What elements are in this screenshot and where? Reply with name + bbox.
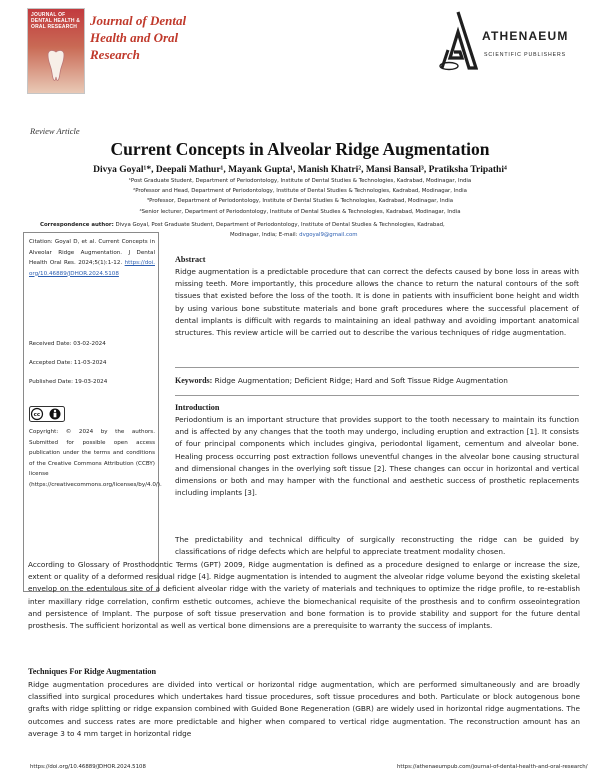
svg-text:cc: cc [33,412,41,419]
publisher-name: ATHENAEUM [482,29,569,43]
correspondence-label: Correspondence author: [40,222,114,228]
footer-journal-url[interactable]: https://athenaeumpub.com/journal-of-dental-health-and-oral-research/ [397,764,588,770]
journal-title: Journal of Dental Health and Oral Research [90,13,187,62]
article-type: Review Article [30,126,80,136]
abstract-divider [175,367,579,368]
footer-doi-link[interactable]: https://doi.org/10.46889/JDHOR.2024.5108 [30,764,146,770]
affiliation-3: ³Professor, Department of Periodontology, Institute of Dental Studies & Technologies, Kadrabad, Modinagar, India [146,198,454,204]
tooth-icon [44,49,68,85]
affiliation-1: ¹Post Graduate Student, Department of Periodontology, Institute of Dental Studies & Technologies, Kadrabad, Modinagar, India [128,178,472,184]
article-info-sidebar [23,232,162,592]
athenaeum-logo-icon [438,10,478,72]
accepted-date: Accepted Date: 11-03-2024 [29,360,107,366]
journal-cover-image [27,8,85,94]
creative-commons-icon [29,406,65,422]
techniques-paragraph: Ridge augmentation procedures are divided into vertical or horizontal ridge augmentation, which are performed simultaneously and are broadly classified into surgical procedures which undertakes hard tissue procedures, soft tissue procedures and both. Particulate or block autogenous bone grafts with ridge splitting or ridge expansion combined with Guided Bone Regeneration (GBR) are widely used in horizontal ridge augmentations. The outcomes and success rates are more predictable and higher when compared to vertical ridge augmentation. The reconstruction amount has an average 3 to 4 mm target in horizontal ridge [28,680,580,738]
introduction-paragraph-2: The predictability and technical difficulty of surgically reconstructing the ridge can be guided by classifications of ridge defects which are helpful to appreciate treatment modality chosen. [175,535,579,557]
keywords-text: Ridge Augmentation; Deficient Ridge; Hard and Soft Tissue Ridge Augmentation [212,376,508,385]
affiliation-4: ⁴Senior lecturer, Department of Periodontology, Institute of Dental Studies & Technologies, Kadrabad, Modinagar, India [139,209,461,215]
received-date: Received Date: 03-02-2024 [29,341,106,347]
abstract-heading: Abstract [175,255,206,264]
published-date: Published Date: 19-03-2024 [29,379,108,385]
correspondence-email-link[interactable]: dvgoyal9@gmail.com [299,232,358,238]
doi-link[interactable]: https://doi.org/10.46889/JDHOR.2024.5108 [29,260,155,277]
author-list: Divya Goyal¹*, Deepali Mathur¹, Mayank Gupta¹, Manish Khatri², Mansi Bansal³, Pratiksha Tripathi⁴ [93,165,507,175]
correspondence-text: Divya Goyal, Post Graduate Student, Department of Periodontology, Institute of Dental Studies & Technologies, Kadrabad, [113,222,445,228]
keywords-label: Keywords: [175,376,213,385]
keywords-divider [175,395,579,396]
keywords [175,376,508,385]
correspondence-text-2: Modinagar, India; E-mail: [230,232,300,238]
citation-body: Citation: Goyal D, et al. Current Concepts in Alveolar Ridge Augmentation. J Dental Health Oral Res. 2024;5(1):1-12. [29,239,155,266]
introduction-paragraph-3: According to Glossary of Prosthodontic Terms (GPT) 2009, Ridge augmentation is defined as a procedure designed to enlarge or increase the size, extent or quality of a deformed residual ridge [4]. Ridge augmentation is intended to augment the alveolar ridge volume beyond the existing skeletal envelop on the edentulous site of a deficient alveolar ridge with the variety of materials and techniques to optimize the ridge profile, to re-establish inter maxillary ridge correlation, confirm esthetic outcomes, achieve the biomechanical requisite of the prosthesis and to confirm osseointegration and persistence of Implant. The purpose of soft tissue preservation and bone formation is to provide stability and support for the future dental prosthesis. The sufficient horizontal as well as vertical bone dimensions are a prerequisite to warranty the success of implants. [28,560,580,631]
introduction-paragraph-1: Periodontium is an important structure that provides support to the tooth necessary to maintain its function and is affected by any changes that the tooth may undergo, including eruption and extraction [1]. It consists of four principal components which includes gingiva, periodontal ligament, cementum and alveolar bone. Healing process occurring post extraction follows uneventful changes in the alveolar bone causing structural and dimensional changes in the overlying soft tissue [2]. These changes can occur in horizontal and vertical dimensions or both and may hamper with the functional and aesthetic success of prosthetic replacements including implants [3]. [175,415,579,498]
introduction-heading: Introduction [175,403,220,412]
abstract-text: Ridge augmentation is a predictable procedure that can correct the defects caused by bone loss in areas with missing teeth. More importantly, this procedure allows the chance to return the natural contours of the soft tissues that existed before the loss of the tooth. It is done in patients with insufficient bone height and width by using various bone substitute materials and bone graft procedures where the successful placement of dental implants is difficult with regards to maintaining an ideal pathway and avoiding important anatomical structures. This review article will be carried out to describe the various techniques of ridge augmentation. [175,267,579,338]
affiliation-2: ²Professor and Head, Department of Periodontology, Institute of Dental Studies & Technologies, Kadrabad, Modinagar, India [133,188,467,194]
cover-title: JOURNAL OF DENTAL HEALTH & ORAL RESEARCH [31,12,81,30]
publisher-tagline: SCIENTIFIC PUBLISHERS [484,52,567,58]
article-title: Current Concepts in Alveolar Ridge Augmentation [110,139,490,159]
techniques-heading: Techniques For Ridge Augmentation [28,667,157,676]
citation-text [29,237,155,279]
copyright-text: Copyright: © 2024 by the authors. Submitted for possible open access publication under the terms and conditions of the Creative Commons Attribution (CCBY) license (https://creativecommons.org/licenses/by/4.0/). [29,429,162,488]
